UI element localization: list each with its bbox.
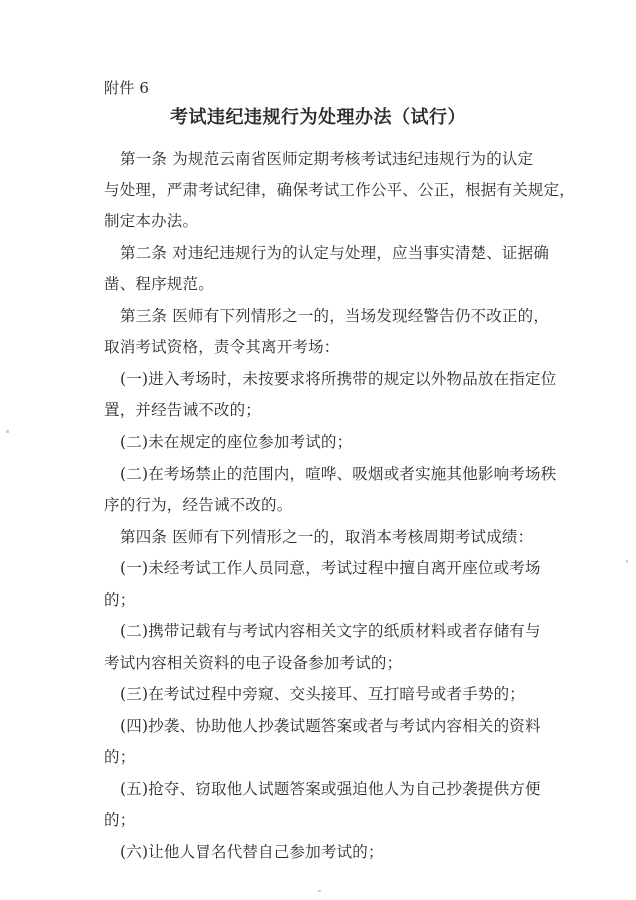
- text-line: 与处理，严肃考试纪律，确保考试工作公平、公正，根据有关规定，: [104, 181, 576, 199]
- text-line: 第二条 对违纪违规行为的认定与处理，应当事实清楚、证据确: [120, 244, 550, 262]
- scan-speck: [6, 430, 9, 433]
- text-line: 的；: [104, 748, 136, 766]
- text-line: 第三条 医师有下列情形之一的，当场发现经警告仍不改正的，: [120, 307, 550, 325]
- text-line: (二)未在规定的座位参加考试的；: [120, 433, 353, 451]
- text-line: (二)在考场禁止的范围内，喧哗、吸烟或者实施其他影响考场秩: [120, 465, 557, 483]
- text-line: (六)让他人冒名代替自己参加考试的；: [120, 843, 384, 861]
- document-title: 考试违纪违规行为处理办法（试行）: [170, 107, 466, 128]
- text-line: (五)抢夺、窃取他人试题答案或强迫他人为自己抄袭提供方便: [120, 780, 541, 798]
- scan-speck: [626, 560, 628, 563]
- text-line: 制定本办法。: [104, 212, 199, 230]
- text-line: 的；: [104, 811, 136, 829]
- text-line: (四)抄袭、协助他人抄袭试题答案或者与考试内容相关的资料: [120, 717, 541, 735]
- text-line: 第一条 为规范云南省医师定期考核考试违纪违规行为的认定: [120, 150, 534, 168]
- text-line: (一)未经考试工作人员同意，考试过程中擅自离开座位或考场: [120, 559, 541, 577]
- text-line: (二)携带记载有与考试内容相关文字的纸质材料或者存储有与: [120, 622, 541, 640]
- scan-speck: [318, 890, 321, 892]
- text-line: (三)在考试过程中旁窥、交头接耳、互打暗号或者手势的；: [120, 685, 525, 703]
- text-line: (一)进入考场时，未按要求将所携带的规定以外物品放在指定位: [120, 370, 557, 388]
- text-line: 的；: [104, 591, 136, 609]
- text-line: 置，并经告诫不改的；: [104, 401, 262, 419]
- attachment-label: 附件 6: [104, 79, 150, 97]
- text-line: 凿、程序规范。: [104, 275, 214, 293]
- text-line: 第四条 医师有下列情形之一的，取消本考核周期考试成绩：: [120, 528, 534, 546]
- text-line: 取消考试资格，责令其离开考场：: [104, 338, 340, 356]
- text-line: 序的行为，经告诫不改的。: [104, 496, 293, 514]
- text-line: 考试内容相关资料的电子设备参加考试的；: [104, 654, 403, 672]
